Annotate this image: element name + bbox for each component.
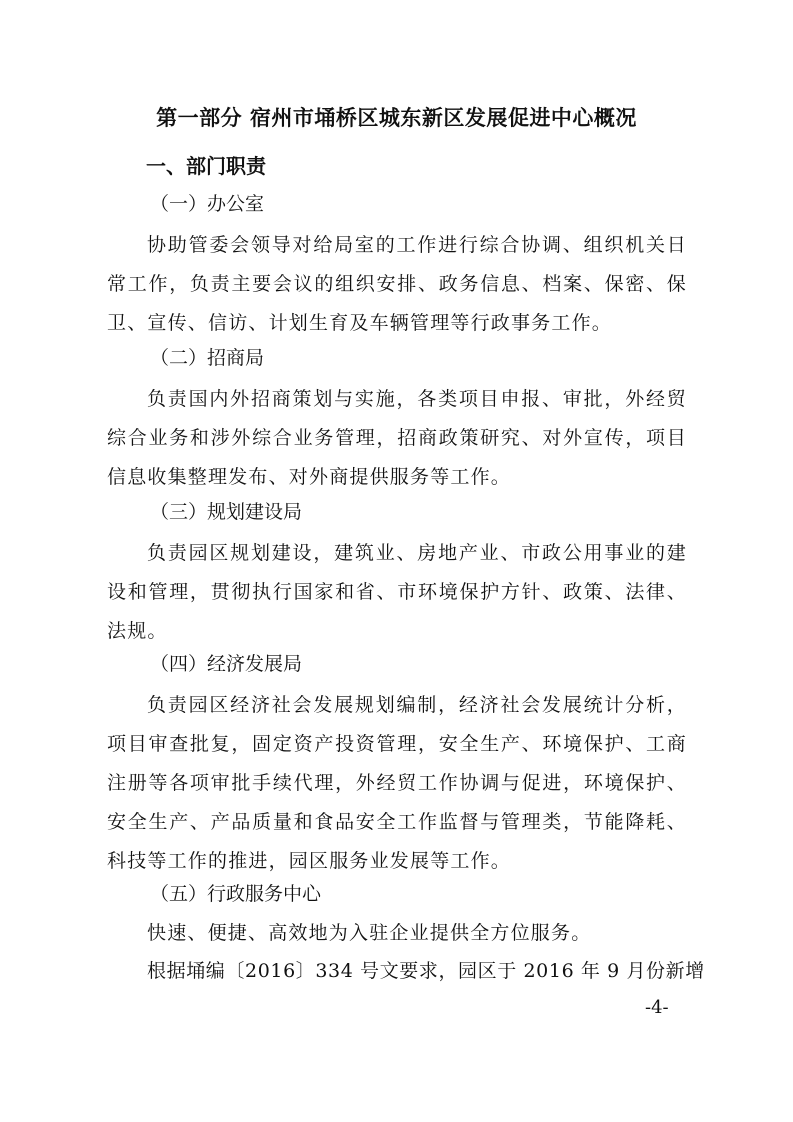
- section-heading: 一、部门职责: [146, 154, 266, 178]
- unit-text-office: 协助管委会领导对给局室的工作进行综合协调、组织机关日常工作，负责主要会议的组织安排、政务信息、档案、保密、保卫、宣传、信访、计划生育及车辆管理等行政事务工作。: [107, 234, 687, 334]
- unit-heading-service-center: （五）行政服务中心: [150, 883, 322, 905]
- unit-heading-economic: （四）经济发展局: [150, 653, 303, 675]
- unit-text-service-center: 快速、便捷、高效地为入驻企业提供全方位服务。: [147, 922, 592, 944]
- unit-text-investment: 负责国内外招商策划与实施，各类项目申报、审批，外经贸综合业务和涉外综合业务管理，招商政策研究、对外宣传，项目信息收集整理发布、对外商提供服务等工作。: [107, 388, 687, 488]
- unit-heading-office: （一）办公室: [150, 193, 265, 215]
- closing-paragraph: 根据埇编〔2016〕334 号文要求，园区于 2016 年 9 月份新增: [147, 960, 705, 982]
- unit-text-planning: 负责园区规划建设，建筑业、房地产业、市政公用事业的建设和管理，贯彻执行国家和省、市环境保护方针、政策、法律、法规。: [107, 542, 687, 642]
- unit-heading-planning: （三）规划建设局: [150, 501, 303, 523]
- page-number: -4-: [645, 997, 669, 1018]
- unit-heading-investment: （二）招商局: [150, 347, 265, 369]
- unit-text-economic: 负责园区经济社会发展规划编制，经济社会发展统计分析，项目审查批复，固定资产投资管理，安全生产、环境保护、工商注册等各项审批手续代理，外经贸工作协调与促进，环境保护、安全生产、产品质量和食品安全工作监督与管理类，节能降耗、科技等工作的推进，园区服务业发展等工作。: [107, 694, 687, 872]
- page-title: 第一部分 宿州市埇桥区城东新区发展促进中心概况: [156, 106, 637, 130]
